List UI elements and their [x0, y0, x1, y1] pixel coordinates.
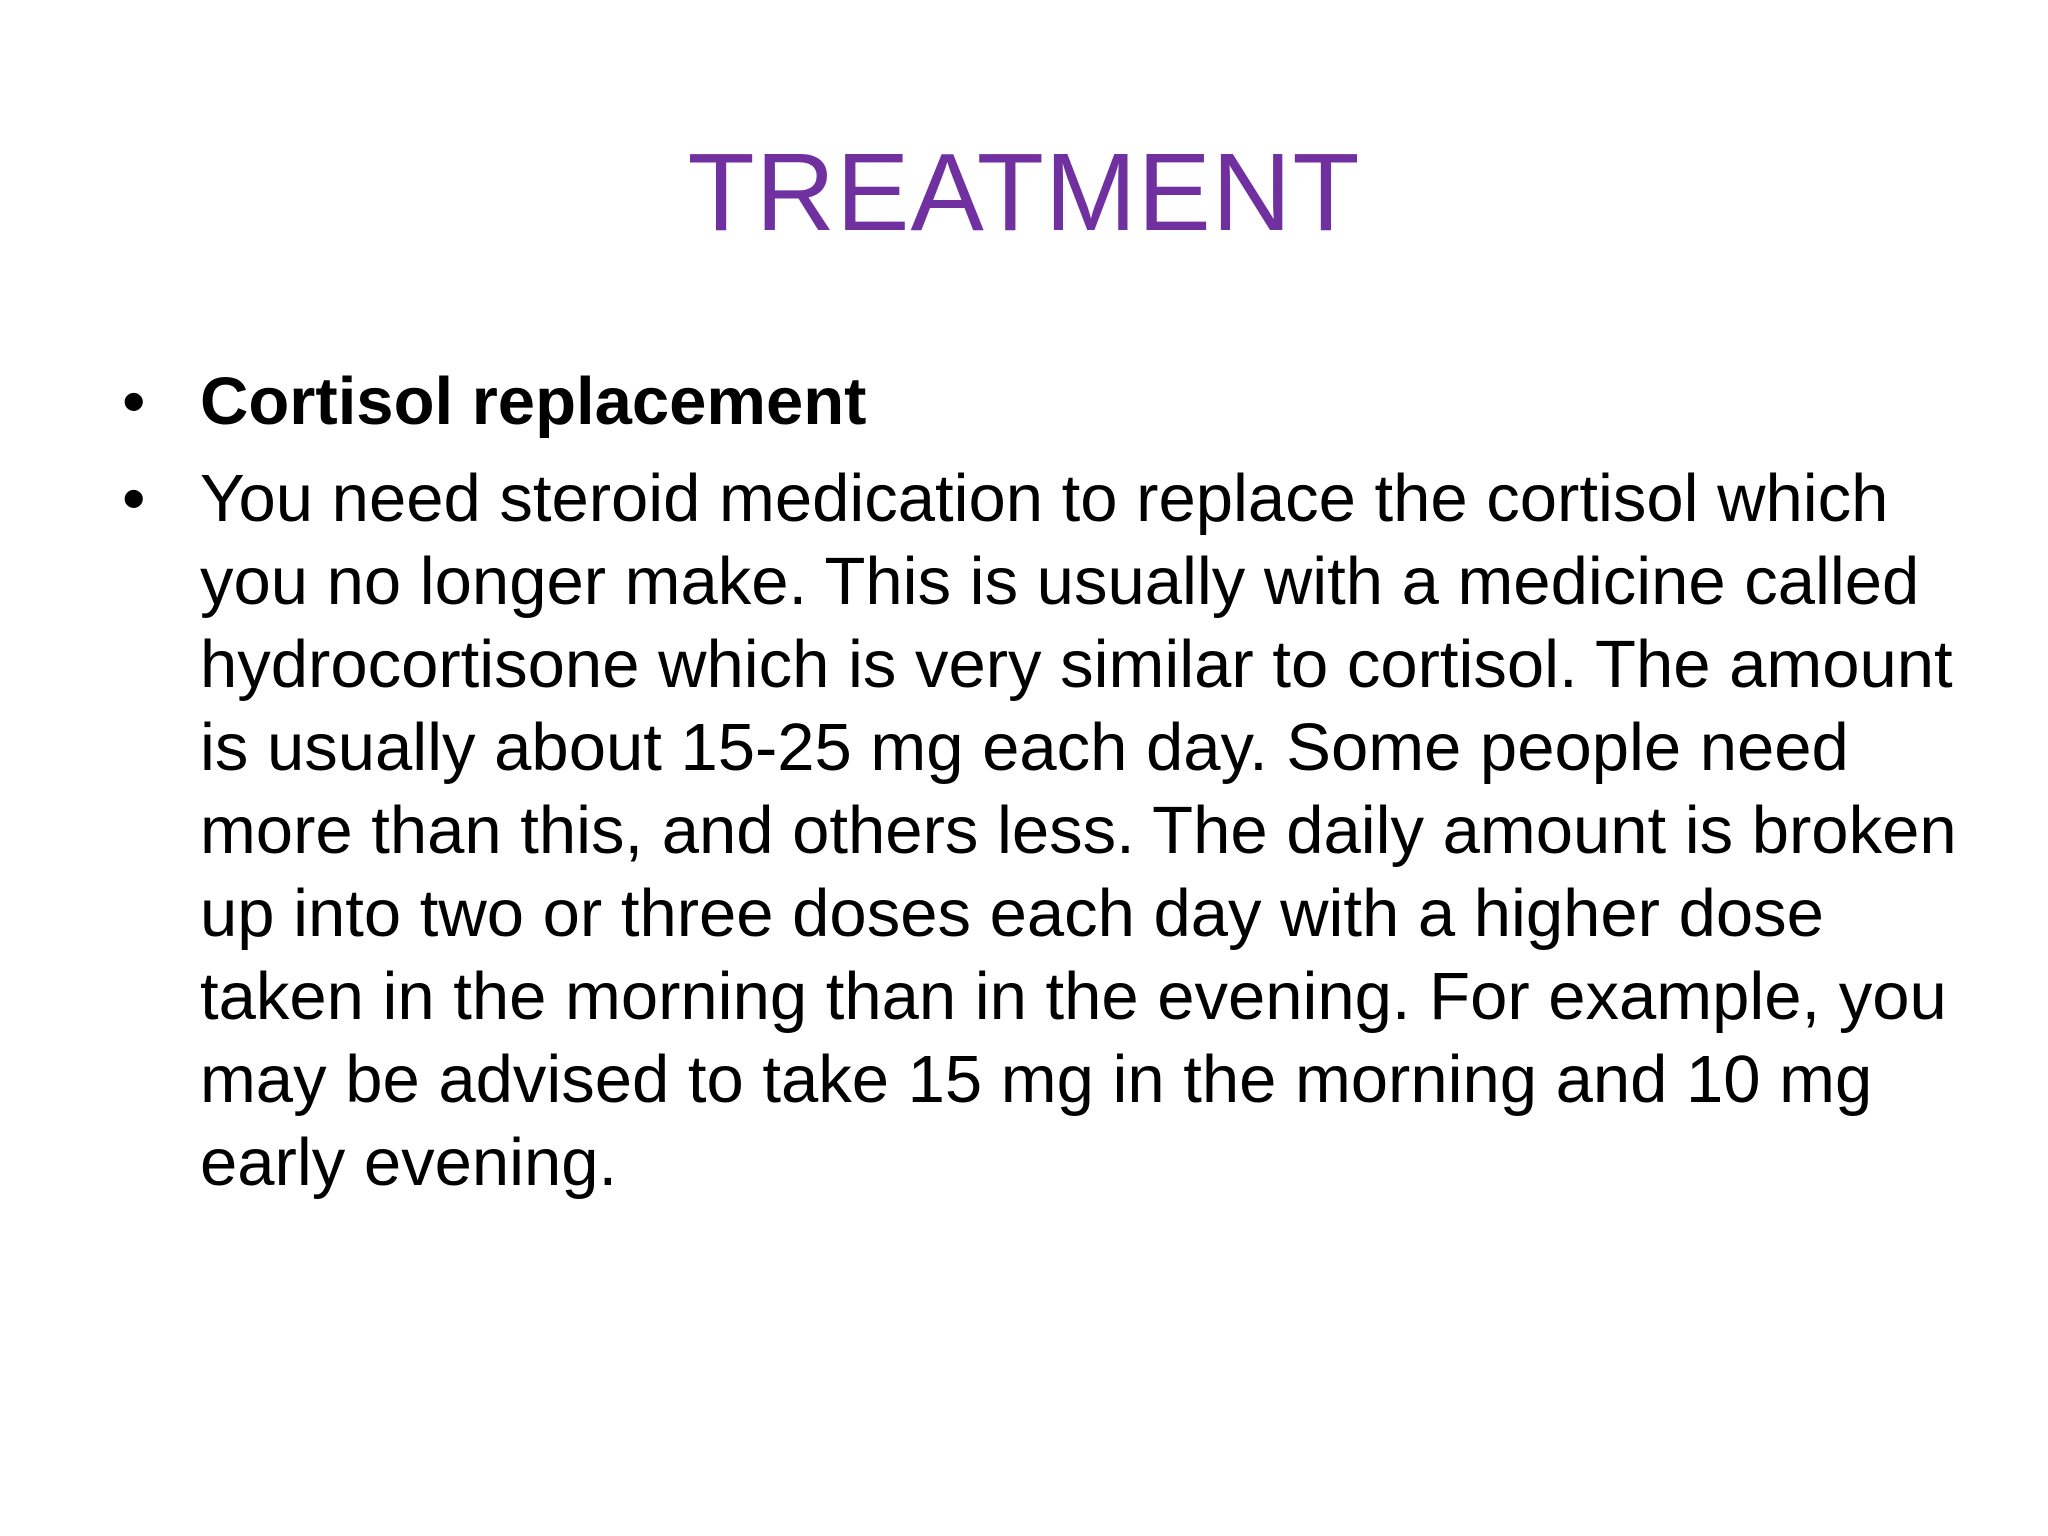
bullet-item-steroid-medication [110, 457, 1990, 1204]
bullet-point-icon: • [122, 461, 146, 536]
bullet-heading-text: Cortisol replacement [200, 364, 867, 439]
bullet-list [110, 360, 1990, 1218]
bullet-item-cortisol-replacement [110, 360, 1990, 443]
bullet-point-icon: • [122, 364, 146, 439]
slide-title: TREATMENT [687, 131, 1361, 254]
bullet-body-text: You need steroid medication to replace the cortisol which you no longer make. This is usually with a medicine called hydrocortisone which is very similar to cortisol. The amount is usually about 15-25 mg each day. Some people need more than this, and others less. The daily amount is broken up into two or three doses each day with a higher dose taken in the morning than in the evening. For example, you may be advised to take 15 mg in the morning and 10 mg early evening. [200, 461, 1957, 1200]
